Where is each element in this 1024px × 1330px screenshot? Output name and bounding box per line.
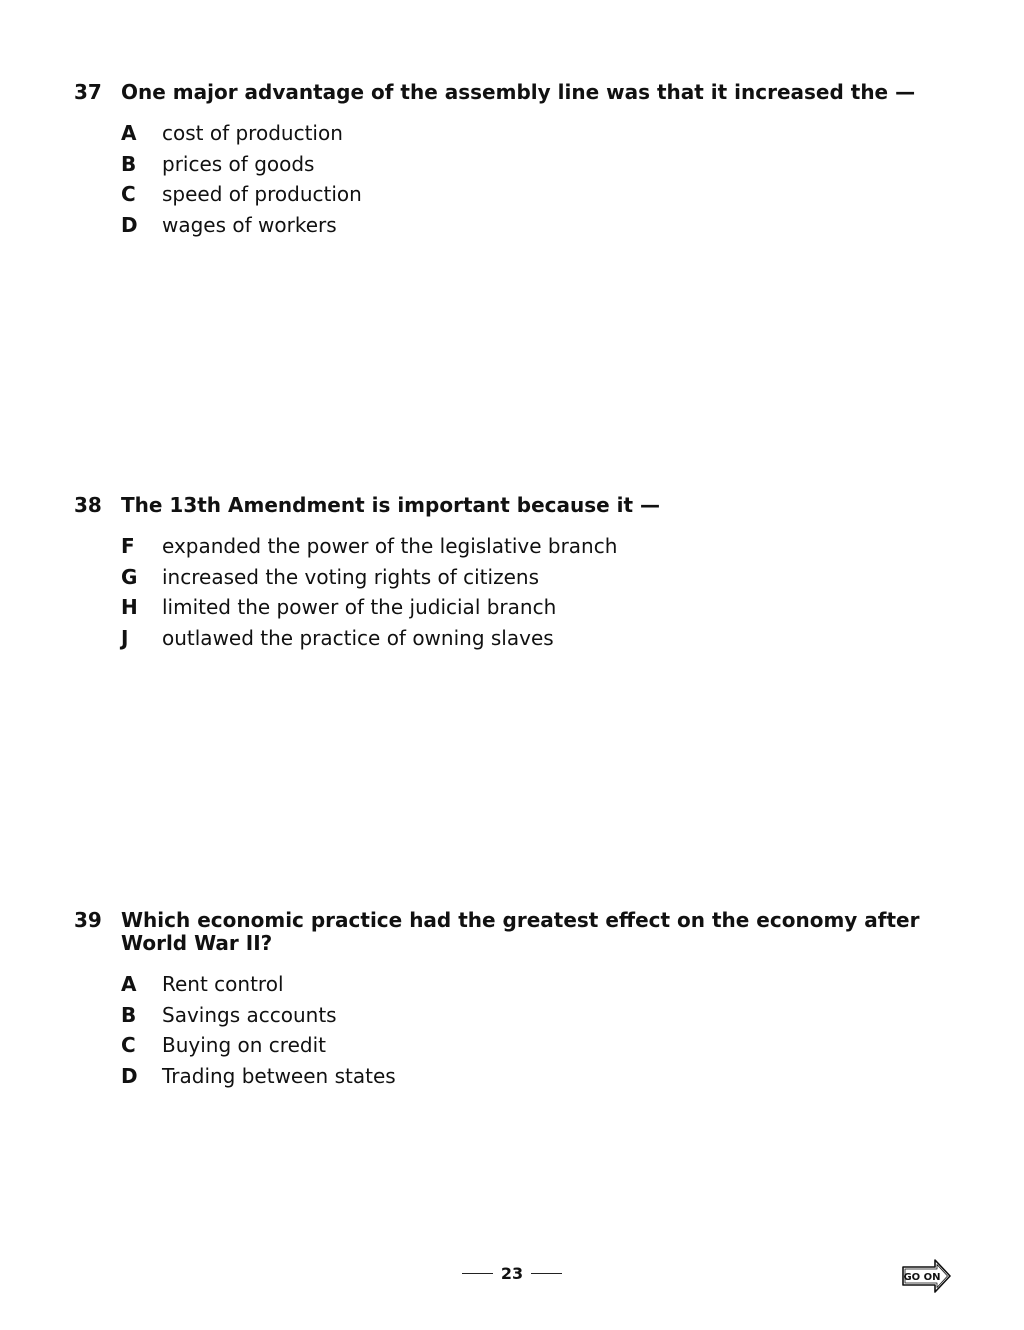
choice-letter: A: [121, 121, 137, 145]
question-37: [74, 81, 954, 243]
answer-choice-b[interactable]: [121, 1003, 954, 1034]
question-stem: [74, 81, 954, 104]
choice-text: speed of production: [162, 182, 362, 206]
choice-text: wages of workers: [162, 212, 337, 237]
go-on-label: GO ON: [903, 1272, 941, 1283]
page-footer: [0, 1264, 1024, 1283]
choice-letter: D: [121, 212, 138, 237]
answer-choices: [121, 121, 954, 243]
choice-text: increased the voting rights of citizens: [162, 564, 539, 589]
question-number: 37: [74, 80, 102, 104]
choice-letter: G: [121, 564, 138, 589]
question-text: The 13th Amendment is important because it —: [121, 493, 661, 517]
question-number: 38: [74, 493, 102, 517]
question-text: Which economic practice had the greatest effect on the economy after World War II?: [121, 908, 920, 955]
answer-choice-h[interactable]: [121, 595, 954, 626]
question-39: [74, 909, 954, 1094]
footer-rule-right: [531, 1273, 562, 1274]
choice-text: prices of goods: [162, 151, 315, 176]
question-number: 39: [74, 908, 102, 932]
answer-choice-d[interactable]: [121, 1064, 954, 1095]
choice-letter: B: [121, 151, 137, 176]
answer-choices: [121, 534, 954, 656]
choice-letter: A: [121, 972, 137, 996]
page-number: 23: [500, 1264, 524, 1283]
answer-choice-f[interactable]: [121, 534, 954, 565]
question-stem: [74, 494, 954, 517]
answer-choice-c[interactable]: [121, 182, 954, 213]
choice-text: Buying on credit: [162, 1033, 326, 1057]
choice-text: limited the power of the judicial branch: [162, 595, 557, 619]
answer-choice-a[interactable]: [121, 972, 954, 1003]
question-38: [74, 494, 954, 656]
choice-text: Savings accounts: [162, 1002, 337, 1027]
answer-choices: [121, 972, 954, 1094]
choice-text: outlawed the practice of owning slaves: [162, 625, 554, 650]
go-on-arrow-icon[interactable]: [901, 1259, 951, 1293]
choice-letter: J: [121, 625, 129, 650]
answer-choice-a[interactable]: [121, 121, 954, 152]
choice-text: Trading between states: [162, 1063, 396, 1088]
answer-choice-g[interactable]: [121, 565, 954, 596]
question-stem: [74, 909, 954, 955]
answer-choice-c[interactable]: [121, 1033, 954, 1064]
question-text: One major advantage of the assembly line was that it increased the —: [121, 80, 916, 104]
choice-text: expanded the power of the legislative branch: [162, 534, 618, 558]
choice-letter: D: [121, 1063, 138, 1088]
choice-text: Rent control: [162, 972, 284, 996]
choice-letter: C: [121, 1033, 136, 1057]
choice-letter: F: [121, 534, 135, 558]
answer-choice-d[interactable]: [121, 213, 954, 244]
choice-text: cost of production: [162, 121, 343, 145]
choice-letter: H: [121, 595, 138, 619]
choice-letter: C: [121, 182, 136, 206]
answer-choice-b[interactable]: [121, 152, 954, 183]
footer-rule-left: [462, 1273, 493, 1274]
choice-letter: B: [121, 1002, 137, 1027]
answer-choice-j[interactable]: [121, 626, 954, 657]
